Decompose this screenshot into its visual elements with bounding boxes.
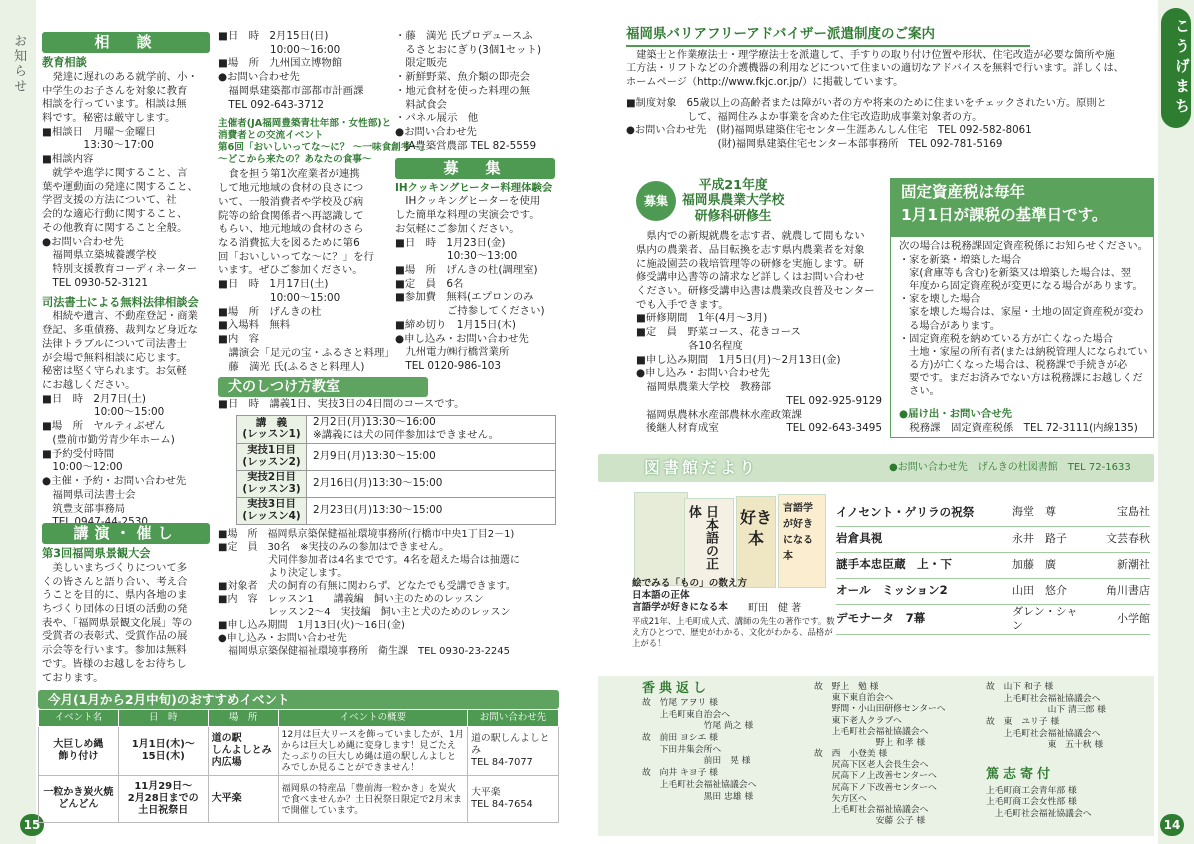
text-line: ■対象者 犬の飼育の有無に関わらず、どなたでも受講できます。	[218, 581, 516, 593]
tax-title-box	[891, 179, 1153, 237]
text-line: 示会等を行います。参加は無料	[42, 644, 187, 657]
text-line: 講演会「足元の宝・ふるさと料理」	[218, 346, 395, 359]
contact-line	[636, 422, 882, 436]
text-line: 特別支援教育コーディネーター	[42, 263, 198, 276]
text-line: 学習支援の方法について、社	[42, 194, 177, 207]
text-line: (豊前市勤労青少年ホーム)	[42, 433, 175, 446]
nodai-title-block	[636, 178, 886, 224]
text-line: 10:00～12:00	[42, 461, 123, 474]
text-line: 故 山下 和子 様	[986, 682, 1054, 692]
text-line: ■入場料 無料	[218, 319, 291, 332]
lesson-name: 実技1日目 (レッスン2)	[237, 444, 307, 471]
kifu-list	[986, 786, 1092, 820]
book-cover-image: 日本語の正体	[684, 498, 734, 588]
text-line: 美しいまちづくりについて多	[42, 561, 188, 574]
text-line: 平成21年、上毛町成人式、講師の先生の著作です。数	[632, 616, 835, 626]
text-line: にお越しください。	[42, 378, 136, 391]
book-publisher: 文芸春秋	[1088, 526, 1150, 552]
text-line: 修受講申込書等の請求など詳しくはお問い合わせ	[636, 271, 865, 284]
text-line: 主催者(JA福岡豊築青壮年部・女性部)と	[218, 118, 392, 130]
text-line: 就学や進学に関すること、言	[42, 166, 188, 179]
text-line: 日本語の正体	[632, 589, 690, 601]
text-line: 土地・家屋の所有者(または納税管理人になられてい	[899, 346, 1148, 358]
text-line: ●お問い合わせ先	[395, 126, 477, 139]
new-books-list	[836, 500, 1150, 635]
text-line: 料試食会	[395, 98, 447, 111]
text-line: もらい、地元地域の食材のさら	[218, 223, 364, 236]
text-line: 野上 和孝 様	[814, 737, 926, 748]
lesson-date: 2月23日(月)13:30～15:00	[313, 504, 443, 517]
text-line: 故 西 小登美 様	[814, 749, 888, 760]
article-body	[395, 30, 555, 154]
article-body	[42, 71, 210, 291]
text-line: 上毛町社会福祉協議会へ	[986, 693, 1101, 704]
text-line: ■場 所 げんきの杜(調理室)	[395, 264, 538, 277]
text-line: TEL 092-643-3712	[218, 98, 325, 111]
text-line: ●主催・予約・お問い合わせ先	[42, 475, 187, 488]
contact-label: 後継人材育成室	[646, 422, 719, 435]
article-body	[42, 310, 210, 530]
barrier-free-title: 福岡県バリアフリーアドバイザー派遣制度のご案内	[626, 26, 1030, 47]
text-line: ■申し込み期間 1月5日(月)～2月13日(金)	[636, 353, 841, 366]
text-line: さい。	[899, 386, 940, 398]
text-line: (財)福岡県建築住宅センター本部事務所 TEL 092-781-5169	[626, 138, 1003, 150]
text-line: 上毛町社会福祉協議会へ	[986, 728, 1101, 739]
text-line: ■場 所 九州国立博物館	[218, 57, 343, 70]
lesson-date-cell	[307, 471, 556, 498]
text-line: 県内での新規就農を志す者、就農して間もない	[636, 230, 865, 243]
text-line: 上毛町商工会女性部 様	[986, 797, 1077, 808]
text-line: 相続や遺言、不動産登記・商業	[42, 310, 198, 323]
text-line: ●申し込み・お問い合わせ先	[395, 332, 529, 345]
article-body	[395, 195, 555, 374]
text-line: ●申し込み・お問い合わせ先	[218, 633, 347, 645]
text-line: 絵でみる「もの」の数え方	[632, 578, 748, 589]
text-line: 消費者との交流イベント	[218, 130, 324, 142]
event-place: 道の駅 しんよしとみ内広場	[208, 727, 278, 776]
contact-label: 福岡県農林水産部農林水産政策課	[646, 408, 802, 421]
text-line: 上毛町社会福祉協議会へ	[986, 808, 1092, 819]
text-line: ■場 所 福岡県京築保健福祉環境事務所(行橋市中央1丁目2－1)	[218, 529, 515, 541]
text-line: ■定 員 30名 ※実技のみの参加はできません。	[218, 542, 450, 554]
text-line: え方ひとつで、歴史がわかる、文化がわかる、品格が	[632, 626, 833, 637]
contact-line	[636, 409, 882, 423]
text-line: ・新鮮野菜、魚介類の即売会	[395, 71, 531, 84]
tax-contact: 税務課 固定資産税係 TEL 72-3111(内線135)	[899, 422, 1138, 435]
dog-training-intro: ■日 時 講義1日、実技3日の4日間のコースです。	[218, 398, 465, 410]
lesson-row	[237, 471, 556, 498]
text-line: 受賞者の表彰式、受賞作品の展	[42, 630, 188, 643]
text-line: ■日 時 2月15日(日)	[218, 30, 329, 42]
text-line: 故 竹尾 アヲリ 様	[642, 698, 718, 708]
text-line: 家(倉庫等も含む)を新築又は増築した場合は、翌	[899, 267, 1132, 279]
text-line: 黒田 忠雄 様	[642, 791, 754, 802]
text-line: 筑豊支部事務局	[42, 502, 126, 515]
text-line: ■研修期間 1年(4月～3月)	[636, 312, 768, 325]
text-line: ■場 所 ヤルティぶぜん	[42, 420, 166, 433]
text-line: 上毛町社会福祉協議会へ	[814, 804, 929, 815]
article-title	[218, 118, 430, 166]
text-line: ・固定資産税を納めている方が亡くなった場合	[899, 333, 1113, 345]
event-place: 大平楽	[208, 776, 278, 823]
article-body	[42, 562, 210, 686]
text-line: 発達に遅れのある就学前、小・	[42, 70, 198, 83]
text-line: 相談を行っています。相談は無	[42, 98, 187, 111]
column-header: イベントの概要	[278, 710, 468, 727]
book-author: 海堂 尊	[1012, 500, 1088, 526]
contact-line	[636, 395, 882, 409]
text-line: うことを目的に、県内各地のま	[42, 589, 188, 602]
lesson-note: ※講義には犬の同伴参加はできません。	[313, 429, 499, 442]
library-section	[598, 454, 1154, 672]
text-line: 東下東自治会へ	[814, 693, 894, 704]
text-line: 尻高下ノ下改善センターへ	[814, 782, 937, 793]
book-row	[836, 604, 1150, 634]
right-side-strip	[1158, 0, 1194, 844]
text-line: るさとおにぎり(3個1セット)	[395, 43, 542, 56]
text-line: 会的な適応行動に関すること、	[42, 208, 188, 221]
text-line: ■相談内容	[42, 153, 94, 166]
article-body	[218, 30, 386, 112]
text-line: 尻高下区老人会長生会へ	[814, 760, 929, 771]
contact-tel: TEL 092-925-9129	[786, 394, 882, 407]
book-row	[836, 500, 1150, 526]
text-line: る場合があります。	[899, 320, 1001, 332]
book-author: 永井 路子	[1012, 526, 1088, 552]
event-contact: 道の駅しんよしとみ TEL 84-7077	[468, 727, 559, 776]
section-header-soudan: 相 談	[42, 32, 210, 53]
text-line: ■日 時 1月23日(金)	[395, 236, 506, 249]
dog-training-section	[218, 377, 558, 658]
text-line: 限定販売	[395, 57, 447, 70]
text-line: 法律トラブルについて司法書士	[42, 337, 187, 350]
lesson-date: 2月16日(月)13:30～15:00	[313, 477, 443, 490]
text-line: なる消費拡大を図るために第6	[218, 237, 360, 250]
text-line: 矢方区へ	[814, 793, 867, 804]
lesson-date-cell	[307, 415, 556, 443]
contact-tel: TEL 092-643-3495	[786, 422, 882, 435]
text-line: 第6回「おいしいってな～に？ ～一味食創考～」	[218, 142, 430, 154]
page-number-right: 14	[1160, 814, 1184, 836]
lesson-table	[236, 415, 556, 525]
tax-notice	[890, 178, 1154, 438]
text-line: 10:30～13:00	[395, 250, 518, 263]
book-publisher: 宝島社	[1088, 500, 1150, 526]
nodai-title	[682, 178, 784, 224]
text-line: JA豊築営農部 TEL 82-5559	[395, 139, 537, 152]
text-line: 故 向井 キヨ子 様	[642, 768, 718, 779]
article-title: 第3回福岡県景観大会	[42, 547, 151, 560]
text-line: 年度から固定資産税が変更になる場合があります。	[899, 281, 1143, 293]
text-line: 上毛町商工会青年部 様	[986, 786, 1077, 796]
text-line: ■内 容 レッスン1 講義編 飼い主のためのレッスン	[218, 594, 484, 606]
events-table	[38, 709, 559, 823]
dog-training-details	[218, 528, 558, 658]
page-number-left: 15	[20, 814, 44, 836]
text-line: いて、一般消費者や学校及び病	[218, 195, 364, 208]
featured-book-author: 町田 健 著	[748, 603, 802, 614]
text-line: ■定 員 6名	[395, 277, 464, 290]
text-line: ■日 時 2月7日(土)	[42, 392, 146, 405]
text-line: して地元地域の食材の良さにつ	[218, 182, 364, 195]
text-line: 建築士と作業療法士・理学療法士を派遣して、手すりの取り付け位置や形状、住宅改造が必要な箇所や施	[626, 49, 1115, 61]
event-name: 大巨しめ縄 飾り付け	[39, 727, 119, 776]
text-line: 福岡県農業大学校	[682, 193, 785, 209]
column-events	[42, 523, 210, 685]
text-line: くの皆さんと語り合い、考え合	[42, 575, 188, 588]
text-line: 13:30～17:00	[42, 139, 154, 152]
library-contact: ●お問い合わせ先 げんきの杜図書館 TEL 72-1633	[889, 462, 1131, 474]
text-line: ●お問い合わせ先	[218, 71, 300, 84]
text-line: 竹尾 尚之 様	[642, 721, 754, 732]
text-line: 九州電力㈱行橋営業所	[395, 346, 510, 359]
text-line: る方)が亡くなった場合は、税務課で手続きが必	[899, 359, 1128, 371]
text-line: 福岡県立築城養護学校	[42, 249, 157, 262]
book-author: ダレン・シャン	[1012, 604, 1088, 634]
book-publisher: 新潮社	[1088, 552, 1150, 578]
event-desc: 12月は巨大リースを飾っていましたが、1月からは巨大しめ縄に変身します！見ごたえたっぷりの巨大しめ縄は道の駅しんよしとみでしか見ることができません！	[278, 727, 468, 776]
book-author: 山田 悠介	[1012, 578, 1088, 604]
text-line: が会場で無料相談に応じます。	[42, 351, 187, 364]
event-desc: 福岡県の特産品「豊前海一粒かき」を炭火で食べませんか？土日祝祭日限定で2月末まで開催しています。	[278, 776, 468, 823]
lesson-date: 2月9日(月)13:30～15:00	[313, 450, 436, 463]
text-line: TEL 0120-986-103	[395, 360, 502, 373]
text-line: 前田 晃 様	[642, 756, 751, 767]
lesson-name: 実技3日目 (レッスン4)	[237, 498, 307, 525]
column-consultation	[42, 32, 210, 530]
text-line: 各10名程度	[636, 339, 743, 352]
text-line: ・家を新築・増築した場合	[899, 254, 1022, 266]
text-line: IHクッキングヒーターを使用	[395, 195, 541, 208]
text-line: ●お問い合わせ先 (財)福岡県建築住宅センター生涯あんしん住宅 TEL 092-582-8061	[626, 125, 1032, 137]
text-line: 故 東 ユリ子 様	[986, 717, 1060, 728]
text-line: ■参加費 無料(エプロンのみ	[395, 291, 534, 304]
text-line: ●お問い合わせ先	[42, 235, 124, 248]
text-line: した簡単な料理の実演会です。	[395, 209, 540, 222]
tax-title-line: 固定資産税は毎年	[901, 183, 1026, 201]
library-header	[598, 454, 1154, 482]
text-line: 院等の給食関係者へ再認識して	[218, 209, 364, 222]
nodai-body	[636, 230, 886, 395]
koten-list	[986, 682, 1106, 752]
text-line: 東 五十秋 様	[986, 740, 1104, 751]
section-label: こうげまち	[1161, 8, 1191, 128]
book-cover-image: 好き本	[736, 496, 776, 588]
lesson-date: 2月2日(月)13:30～16:00	[313, 415, 436, 428]
lesson-row	[237, 444, 556, 471]
text-line: ・地元食材を使った料理の無	[395, 84, 531, 97]
text-line: です。皆様のお越しをお待ちし	[42, 657, 187, 670]
book-row	[836, 578, 1150, 604]
text-line: 平成21年度	[698, 178, 768, 193]
column-header: イベント名	[39, 710, 119, 727]
article-title: 教育相談	[42, 56, 87, 69]
text-line: 食を担う第1次産業者が連携	[218, 168, 360, 181]
book-title: 岩倉具視	[836, 526, 1012, 552]
text-line: 表や、「福岡県景観文化展」等の	[42, 616, 193, 629]
kifu-title: 篤志寄付	[986, 767, 1055, 782]
text-line: ■締め切り 1月15日(木)	[395, 318, 516, 331]
article-title: 司法書士による無料法律相談会	[42, 295, 199, 309]
text-line: TEL 0930-52-3121	[42, 276, 149, 289]
text-line: 山下 清三郎 様	[986, 705, 1106, 716]
text-line: 上がる！	[632, 637, 666, 648]
text-line: でも入手できます。	[636, 298, 729, 311]
text-line: ～どこから来たの？あなたの食事～	[218, 154, 372, 166]
text-line: ・家を壊した場合	[899, 294, 981, 306]
text-line: に施設園芸の栽培管理等の研修を実施します。研	[636, 257, 864, 270]
book-title: オール ミッション2	[836, 578, 1012, 604]
text-line: 中学生のお子さんを対象に教育	[42, 84, 188, 97]
text-line: 研修科研修生	[694, 208, 772, 224]
text-line: ■予約受付時間	[42, 447, 115, 460]
column-header: お問い合わせ先	[468, 710, 559, 727]
text-line: 福岡県京築保健福祉環境事務所 衛生課 TEL 0930-23-2245	[218, 646, 511, 658]
section-label: お知らせ	[11, 34, 27, 94]
nodai-contacts	[636, 395, 882, 436]
event-date: 1月1日(木)～ 15日(木)	[118, 727, 208, 776]
event-contact: 大平楽 TEL 84-7654	[468, 776, 559, 823]
text-line: 上毛町東自治会へ	[642, 709, 730, 720]
donations-section	[598, 676, 1154, 836]
text-line: 上毛町社会福祉協議会へ	[642, 779, 757, 790]
barrier-free-section	[626, 26, 1154, 151]
book-row	[836, 526, 1150, 552]
text-line: 尻高下ノ上改善センターへ	[814, 771, 937, 782]
book-cover-image	[634, 492, 688, 586]
text-line: 料です。秘密は厳守します。	[42, 111, 176, 124]
book-cover-group	[634, 492, 826, 592]
text-line: 福岡県農業大学校 教務部	[636, 381, 772, 394]
section-header-kouen: 講演・催し	[42, 523, 210, 544]
text-line: 登記、多重債務、裁判など身近な	[42, 324, 198, 337]
text-line: ■場 所 げんきの杜	[218, 305, 322, 318]
text-line: ■内 容	[218, 333, 259, 346]
text-line: ●申し込み・お問い合わせ先	[636, 367, 770, 380]
left-side-strip	[0, 0, 36, 844]
text-line: 県内の農業者、品目転換を志す県内農業者を対象	[636, 243, 865, 256]
lesson-row	[237, 498, 556, 525]
book-publisher: 角川書店	[1088, 578, 1150, 604]
book-cover-image: 言語学が好きになる本	[778, 494, 826, 588]
text-line: ご持参してください)	[395, 305, 545, 318]
lesson-name: 講 義 (レッスン1)	[237, 415, 307, 443]
event-row	[39, 727, 559, 776]
text-line: 安藤 公子 様	[814, 816, 926, 827]
event-name: 一粒かき炭火焼 どんどん	[39, 776, 119, 823]
tax-contact-label: ●届け出・お問い合せ先	[899, 408, 1012, 421]
koten-list	[814, 682, 946, 827]
lesson-date-cell	[307, 444, 556, 471]
library-title: 図書館だより	[644, 458, 759, 478]
text-line: ちづくり団体の日頃の活動の発	[42, 602, 188, 615]
book-author: 加藤 廣	[1012, 552, 1088, 578]
section-header-boshu: 募 集	[395, 158, 555, 179]
text-line: 10:00～15:00	[42, 406, 165, 419]
tax-details	[891, 254, 1153, 399]
text-line: ■日 時 1月17日(土)	[218, 278, 329, 291]
text-line: ■相談日 月曜～金曜日	[42, 125, 156, 138]
text-line: レッスン2～4 実技編 飼い主と犬のためのレッスン	[218, 607, 511, 619]
text-line: 葉や運動面の発達に関すること、	[42, 180, 198, 193]
book-row	[836, 552, 1150, 578]
tax-intro: 次の場合は税務課固定資産税係にお知らせください。	[899, 240, 1149, 252]
article-title: IHクッキングヒーター料理体験会	[395, 181, 553, 194]
text-line: ください。研修受講申込書は農業改良普及センター	[636, 284, 875, 297]
text-line: 藤 満光 氏(ふるさと料理人)	[218, 360, 365, 373]
text-line: ■制度対象 65歳以上の高齢者または障がい者の方や将来のために住まいをチェックされたい方。原則と	[626, 98, 1107, 110]
text-line: 犬同伴参加者は4名までです。4名を超えた場合は抽選に	[218, 555, 520, 567]
text-line: 回「おいしいってな～に？」を行	[218, 250, 374, 263]
lesson-name: 実技2日目 (レッスン3)	[237, 471, 307, 498]
book-title: 謎手本忠臣蔵 上・下	[836, 552, 1012, 578]
event-row	[39, 776, 559, 823]
text-line: 東下老人クラブへ	[814, 715, 902, 726]
text-line: 秘密は堅く守られます。お気軽	[42, 365, 187, 378]
text-line: 家を壊した場合は、家屋・土地の固定資産税が変わ	[899, 307, 1144, 319]
article-body	[218, 168, 395, 374]
lesson-row	[237, 415, 556, 443]
text-line: ■申し込み期間 1月13日(火)～16日(金)	[218, 620, 405, 632]
text-line: して、福岡住みよか事業を含めた住宅改造助成事業対象者の方。	[626, 111, 983, 123]
text-line: います。ぜひご参加ください。	[218, 264, 363, 277]
text-line: ・藤 満光 氏プロデュースふ	[395, 30, 533, 42]
recommended-events	[38, 690, 559, 823]
text-line: 故 野上 勉 様	[814, 682, 879, 692]
text-line: 工方法・リフトなどの介護機器の利用などについて住まいの適切なアドバイスを無料で行います。詳しくは、	[626, 63, 1124, 75]
koten-title: 香典返し	[642, 681, 711, 696]
text-line: ■定 員 野菜コース、花きコース	[636, 326, 801, 339]
tax-title-line: 1月1日が課税の基準日です。	[901, 206, 1108, 225]
barrier-free-info	[626, 97, 1154, 151]
text-line: 要です。まだお済みでない方は税務課にお越しくだ	[899, 373, 1143, 385]
text-line: 福岡県司法書士会	[42, 488, 136, 501]
text-line: 野間・小山田研修センターへ	[814, 704, 946, 715]
text-line: 10:00～16:00	[218, 43, 341, 56]
text-line: 言語学が好きになる本	[632, 601, 728, 613]
text-line: 上毛町社会福祉協議会へ	[814, 726, 929, 737]
book-publisher: 小学館	[1088, 604, 1150, 634]
koten-list	[642, 698, 756, 803]
recruit-badge: 募集	[636, 181, 676, 221]
text-line: ホームページ（http://www.fkjc.or.jp/）に掲載しています。	[626, 76, 904, 88]
column-header: 日 時	[118, 710, 208, 727]
text-line: お気軽にご参加ください。	[395, 222, 520, 235]
book-title: デモナータ 7幕	[836, 604, 1012, 634]
featured-book-description	[632, 616, 844, 649]
events-title: 今月(1月から2月中旬)のおすすめイベント	[38, 690, 559, 709]
column-header: 場 所	[208, 710, 278, 727]
text-line: 故 前田 ヨシエ 様	[642, 733, 718, 744]
text-line: 10:00～15:00	[218, 291, 341, 304]
text-line: より決定します。	[218, 568, 348, 580]
text-line: その他教育に関すること全般。	[42, 221, 188, 234]
lesson-date-cell	[307, 498, 556, 525]
text-line: ・パネル展示 他	[395, 112, 479, 125]
dog-training-title: 犬のしつけ方教室	[218, 377, 428, 397]
book-title: イノセント・ゲリラの祝祭	[836, 500, 1012, 526]
text-line: ております。	[42, 671, 104, 684]
column-3	[395, 30, 555, 374]
event-date: 11月29日～ 2月28日までの 土日祝祭日	[118, 776, 208, 823]
text-line: 下田井集会所へ	[642, 744, 722, 755]
nodai-recruit	[636, 178, 886, 436]
text-line: 福岡県建築都市部都市計画課	[218, 84, 364, 97]
barrier-free-body	[626, 49, 1154, 89]
